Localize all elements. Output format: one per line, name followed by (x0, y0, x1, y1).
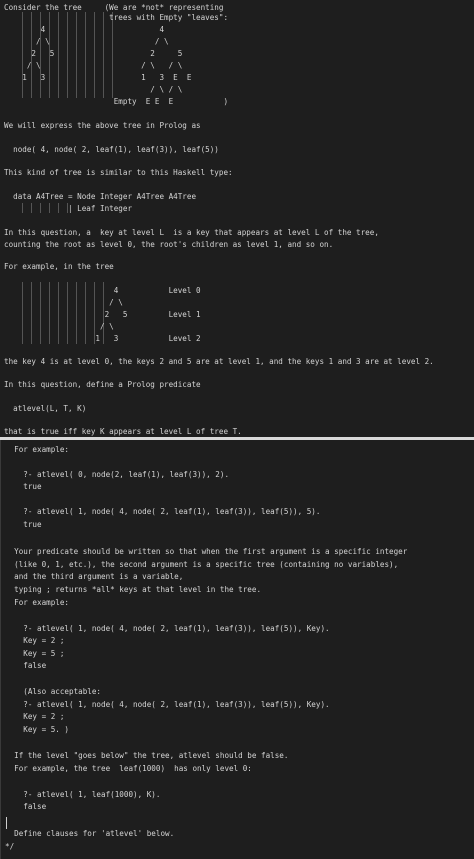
bottom-code-editor[interactable] (0, 440, 474, 859)
code-line: ?- atlevel( 1, node( 4, node( 2, leaf(1), leaf(3)), leaf(5)), Key). (5, 624, 330, 633)
code-line: the key 4 is at level 0, the keys 2 and 5 are at level 1, and the keys 1 and 3 are at level 2. (4, 357, 434, 366)
code-line: typing ; returns *all* keys at that level in the tree. (5, 585, 262, 594)
code-line: Empty E E E ) (4, 97, 229, 106)
code-line: Key = 5. ) (5, 725, 70, 734)
code-line: / \ / \ (4, 37, 169, 46)
code-line: Key = 2 ; (5, 712, 65, 721)
text-cursor (6, 817, 7, 829)
code-line: / \ / \ / \ (4, 61, 183, 70)
code-line: This kind of tree is similar to this Haskell type: (4, 168, 233, 177)
code-line: For example: (5, 445, 70, 454)
code-line: Your predicate should be written so that when the first argument is a specific integer (5, 547, 408, 556)
code-line: false (5, 661, 47, 670)
code-line: node( 4, node( 2, leaf(1), leaf(3)), leaf(5)) (4, 145, 219, 154)
code-line: We will express the above tree in Prolog as (4, 121, 201, 130)
code-line: (Also acceptable: (5, 687, 102, 696)
code-line: Key = 5 ; (5, 649, 65, 658)
code-line: 4 Level 0 (4, 286, 201, 295)
code-line: ?- atlevel( 1, leaf(1000), K). (5, 790, 161, 799)
code-line: false (5, 802, 47, 811)
code-line: true (5, 482, 42, 491)
code-line: / \ (4, 298, 123, 307)
code-line: 2 5 2 5 (4, 49, 183, 58)
code-line: For example, in the tree (4, 262, 114, 271)
code-line: 1 3 1 3 E E (4, 73, 192, 82)
code-line: data A4Tree = Node Integer A4Tree A4Tree (4, 192, 197, 201)
code-line: 2 5 Level 1 (4, 310, 201, 319)
code-line: ?- atlevel( 1, node( 4, node( 2, leaf(1), leaf(3)), leaf(5)), 5). (5, 507, 321, 516)
code-line: counting the root as level 0, the root's children as level 1, and so on. (4, 240, 334, 249)
code-line: 4 4 (4, 25, 165, 34)
code-line: ?- atlevel( 1, node( 4, node( 2, leaf(1), leaf(3)), leaf(5)), Key). (5, 700, 330, 709)
code-line: true (5, 520, 42, 529)
code-line: (like 0, 1, etc.), the second argument is a specific tree (containing no variables), (5, 560, 399, 569)
code-line: / \ (4, 322, 114, 331)
code-line: and the third argument is a variable, (5, 572, 184, 581)
code-line: ?- atlevel( 0, node(2, leaf(1), leaf(3)), 2). (5, 470, 230, 479)
code-line: In this question, a key at level L is a key that appears at level L of the tree, (4, 228, 379, 237)
code-line: Consider the tree (We are *not* representing (4, 3, 224, 12)
code-line: / \ / \ (4, 85, 183, 94)
code-line: trees with Empty "leaves": (4, 13, 229, 22)
code-line: In this question, define a Prolog predicate (4, 380, 201, 389)
code-line: atlevel(L, T, K) (4, 404, 87, 413)
code-line: Define clauses for 'atlevel' below. (5, 829, 175, 838)
code-line: If the level "goes below" the tree, atlevel should be false. (5, 751, 289, 760)
code-line: For example: (5, 598, 70, 607)
code-line: that is true iff key K appears at level L of tree T. (4, 427, 242, 436)
code-line: | Leaf Integer (4, 204, 133, 213)
code-line: 1 3 Level 2 (4, 334, 201, 343)
code-line: For example, the tree leaf(1000) has only level 0: (5, 764, 252, 773)
code-line: Key = 2 ; (5, 636, 65, 645)
code-line: */ (5, 842, 15, 851)
